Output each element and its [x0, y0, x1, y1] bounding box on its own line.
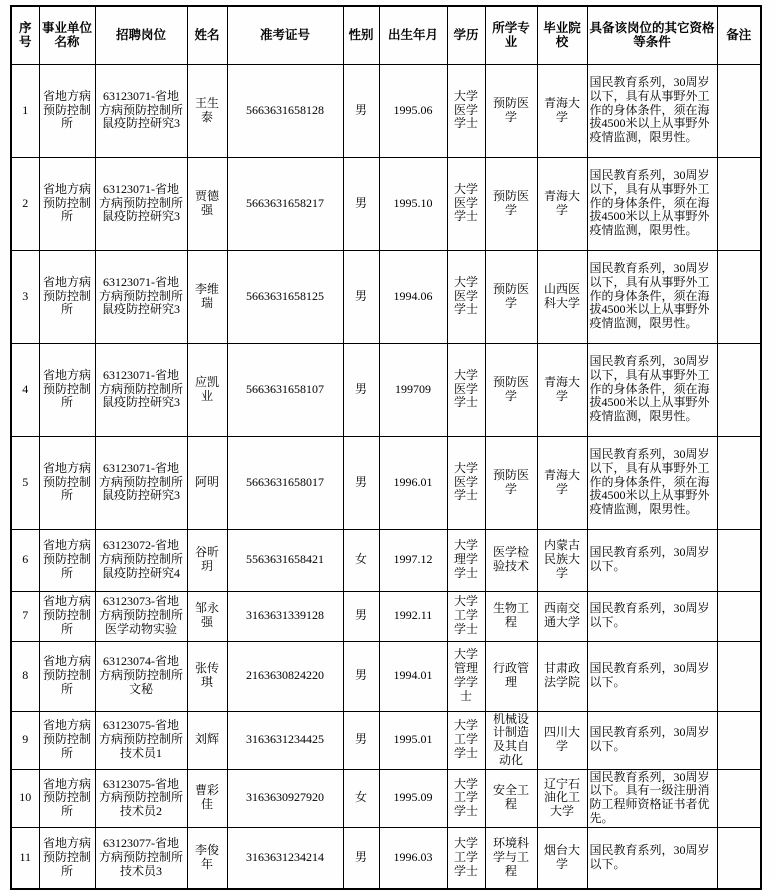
cell-ticket-no: 5663631658125 [227, 250, 343, 343]
cell-gender: 女 [343, 529, 379, 591]
cell-school: 西南交通大学 [537, 591, 587, 641]
cell-school: 青海大学 [537, 157, 587, 250]
cell-ticket-no: 5663631658128 [227, 64, 343, 157]
cell-seq: 10 [11, 769, 39, 827]
cell-position: 63123075-省地方病预防控制所技术员2 [95, 769, 187, 827]
cell-name: 曹彩佳 [187, 769, 227, 827]
cell-qualifications: 国民教育系列，30周岁以下，具有从事野外工作的身体条件，须在海拔4500米以上从事野外疫情监测，限男性。 [587, 343, 717, 436]
cell-ticket-no: 5563631658421 [227, 529, 343, 591]
cell-major: 行政管理 [485, 641, 537, 711]
cell-gender: 男 [343, 436, 379, 529]
cell-qualifications: 国民教育系列，30周岁以下，具有从事野外工作的身体条件，须在海拔4500米以上从事野外疫情监测，限男性。 [587, 250, 717, 343]
column-header-ticket-no: 准考证号 [227, 6, 343, 64]
column-header-name: 姓名 [187, 6, 227, 64]
cell-position: 63123073-省地方病预防控制所医学动物实验 [95, 591, 187, 641]
cell-unit-name: 省地方病预防控制所 [39, 436, 95, 529]
cell-degree: 大学医学学士 [447, 157, 485, 250]
cell-major: 预防医学 [485, 250, 537, 343]
cell-position: 63123071-省地方病预防控制所鼠疫防控研究3 [95, 64, 187, 157]
cell-birth-date: 1995.01 [379, 711, 447, 769]
cell-degree: 大学医学学士 [447, 343, 485, 436]
cell-remarks [717, 711, 761, 769]
column-header-major: 所学专业 [485, 6, 537, 64]
cell-remarks [717, 529, 761, 591]
column-header-seq: 序号 [11, 6, 39, 64]
table-row [11, 436, 761, 529]
table-row [11, 827, 761, 889]
cell-degree: 大学工学学士 [447, 769, 485, 827]
cell-remarks [717, 591, 761, 641]
cell-ticket-no: 3163631234214 [227, 827, 343, 889]
cell-name: 张传琪 [187, 641, 227, 711]
cell-name: 谷昕玥 [187, 529, 227, 591]
cell-ticket-no: 5663631658017 [227, 436, 343, 529]
table-row [11, 711, 761, 769]
column-header-birth-date: 出生年月 [379, 6, 447, 64]
cell-name: 应凯业 [187, 343, 227, 436]
cell-qualifications: 国民教育系列，30周岁以下。 [587, 529, 717, 591]
cell-seq: 11 [11, 827, 39, 889]
cell-name: 邹永强 [187, 591, 227, 641]
cell-gender: 男 [343, 64, 379, 157]
cell-name: 李俊年 [187, 827, 227, 889]
cell-birth-date: 1996.01 [379, 436, 447, 529]
cell-school: 青海大学 [537, 343, 587, 436]
cell-remarks [717, 157, 761, 250]
cell-remarks [717, 769, 761, 827]
column-header-unit-name: 事业单位名称 [39, 6, 95, 64]
cell-degree: 大学医学学士 [447, 64, 485, 157]
cell-major: 生物工程 [485, 591, 537, 641]
cell-school: 烟台大学 [537, 827, 587, 889]
cell-degree: 大学工学学士 [447, 827, 485, 889]
cell-name: 王生泰 [187, 64, 227, 157]
cell-remarks [717, 641, 761, 711]
cell-school: 辽宁石油化工大学 [537, 769, 587, 827]
table-row [11, 250, 761, 343]
cell-unit-name: 省地方病预防控制所 [39, 157, 95, 250]
cell-qualifications: 国民教育系列，30周岁以下。 [587, 711, 717, 769]
cell-degree: 大学管理学学士 [447, 641, 485, 711]
table-row [11, 769, 761, 827]
cell-ticket-no: 5663631658217 [227, 157, 343, 250]
cell-birth-date: 1994.06 [379, 250, 447, 343]
cell-seq: 2 [11, 157, 39, 250]
cell-birth-date: 1996.03 [379, 827, 447, 889]
cell-major: 预防医学 [485, 343, 537, 436]
cell-degree: 大学医学学士 [447, 250, 485, 343]
cell-qualifications: 国民教育系列，30周岁以下。 [587, 827, 717, 889]
cell-qualifications: 国民教育系列，30周岁以下。 [587, 591, 717, 641]
cell-position: 63123074-省地方病预防控制所文秘 [95, 641, 187, 711]
cell-qualifications: 国民教育系列，30周岁以下。具有一级注册消防工程师资格证书者优先。 [587, 769, 717, 827]
cell-name: 刘辉 [187, 711, 227, 769]
table-row [11, 157, 761, 250]
cell-birth-date: 1994.01 [379, 641, 447, 711]
cell-gender: 男 [343, 343, 379, 436]
table-row [11, 529, 761, 591]
cell-position: 63123071-省地方病预防控制所鼠疫防控研究3 [95, 157, 187, 250]
table-row [11, 343, 761, 436]
cell-ticket-no: 2163630824220 [227, 641, 343, 711]
cell-major: 预防医学 [485, 157, 537, 250]
cell-major: 预防医学 [485, 64, 537, 157]
cell-ticket-no: 3163631234425 [227, 711, 343, 769]
cell-seq: 4 [11, 343, 39, 436]
cell-school: 青海大学 [537, 436, 587, 529]
cell-school: 甘肃政法学院 [537, 641, 587, 711]
column-header-gender: 性别 [343, 6, 379, 64]
cell-seq: 3 [11, 250, 39, 343]
table-row [11, 591, 761, 641]
cell-position: 63123077-省地方病预防控制所技术员3 [95, 827, 187, 889]
cell-qualifications: 国民教育系列，30周岁以下。 [587, 641, 717, 711]
cell-position: 63123075-省地方病预防控制所技术员1 [95, 711, 187, 769]
table-row [11, 641, 761, 711]
cell-unit-name: 省地方病预防控制所 [39, 529, 95, 591]
cell-degree: 大学工学学士 [447, 591, 485, 641]
cell-seq: 5 [11, 436, 39, 529]
cell-birth-date: 1995.10 [379, 157, 447, 250]
cell-ticket-no: 5663631658107 [227, 343, 343, 436]
cell-major: 环境科学与工程 [485, 827, 537, 889]
cell-unit-name: 省地方病预防控制所 [39, 591, 95, 641]
cell-name: 阿明 [187, 436, 227, 529]
recruitment-qualification-table [10, 5, 762, 890]
cell-unit-name: 省地方病预防控制所 [39, 250, 95, 343]
column-header-position: 招聘岗位 [95, 6, 187, 64]
cell-birth-date: 1995.06 [379, 64, 447, 157]
cell-gender: 男 [343, 250, 379, 343]
cell-name: 李维瑞 [187, 250, 227, 343]
cell-gender: 男 [343, 591, 379, 641]
cell-position: 63123071-省地方病预防控制所鼠疫防控研究3 [95, 436, 187, 529]
cell-school: 山西医科大学 [537, 250, 587, 343]
cell-qualifications: 国民教育系列，30周岁以下，具有从事野外工作的身体条件，须在海拔4500米以上从事野外疫情监测，限男性。 [587, 436, 717, 529]
cell-gender: 男 [343, 711, 379, 769]
cell-gender: 女 [343, 769, 379, 827]
cell-seq: 7 [11, 591, 39, 641]
column-header-qualifications: 具备该岗位的其它资格等条件 [587, 6, 717, 64]
column-header-school: 毕业院校 [537, 6, 587, 64]
cell-remarks [717, 250, 761, 343]
cell-unit-name: 省地方病预防控制所 [39, 641, 95, 711]
cell-gender: 男 [343, 827, 379, 889]
cell-name: 贾德强 [187, 157, 227, 250]
cell-remarks [717, 827, 761, 889]
cell-position: 63123071-省地方病预防控制所鼠疫防控研究3 [95, 343, 187, 436]
cell-birth-date: 199709 [379, 343, 447, 436]
cell-major: 医学检验技术 [485, 529, 537, 591]
cell-birth-date: 1997.12 [379, 529, 447, 591]
cell-unit-name: 省地方病预防控制所 [39, 343, 95, 436]
cell-remarks [717, 64, 761, 157]
cell-unit-name: 省地方病预防控制所 [39, 711, 95, 769]
cell-position: 63123072-省地方病预防控制所鼠疫防控研究4 [95, 529, 187, 591]
cell-qualifications: 国民教育系列，30周岁以下，具有从事野外工作的身体条件，须在海拔4500米以上从事野外疫情监测，限男性。 [587, 157, 717, 250]
cell-ticket-no: 3163631339128 [227, 591, 343, 641]
cell-seq: 8 [11, 641, 39, 711]
cell-seq: 6 [11, 529, 39, 591]
column-header-degree: 学历 [447, 6, 485, 64]
cell-degree: 大学工学学士 [447, 711, 485, 769]
cell-remarks [717, 343, 761, 436]
cell-school: 内蒙古民族大学 [537, 529, 587, 591]
cell-unit-name: 省地方病预防控制所 [39, 827, 95, 889]
cell-ticket-no: 3163630927920 [227, 769, 343, 827]
cell-school: 四川大学 [537, 711, 587, 769]
column-header-remarks: 备注 [717, 6, 761, 64]
cell-birth-date: 1995.09 [379, 769, 447, 827]
cell-degree: 大学理学学士 [447, 529, 485, 591]
cell-school: 青海大学 [537, 64, 587, 157]
cell-major: 安全工程 [485, 769, 537, 827]
cell-major: 预防医学 [485, 436, 537, 529]
cell-major: 机械设计制造及其自动化 [485, 711, 537, 769]
cell-gender: 男 [343, 641, 379, 711]
cell-unit-name: 省地方病预防控制所 [39, 769, 95, 827]
cell-degree: 大学医学学士 [447, 436, 485, 529]
cell-seq: 1 [11, 64, 39, 157]
table-header-row [11, 6, 761, 64]
cell-position: 63123071-省地方病预防控制所鼠疫防控研究3 [95, 250, 187, 343]
table-row [11, 64, 761, 157]
cell-qualifications: 国民教育系列，30周岁以下，具有从事野外工作的身体条件，须在海拔4500米以上从事野外疫情监测，限男性。 [587, 64, 717, 157]
cell-gender: 男 [343, 157, 379, 250]
cell-seq: 9 [11, 711, 39, 769]
cell-remarks [717, 436, 761, 529]
cell-birth-date: 1992.11 [379, 591, 447, 641]
cell-unit-name: 省地方病预防控制所 [39, 64, 95, 157]
